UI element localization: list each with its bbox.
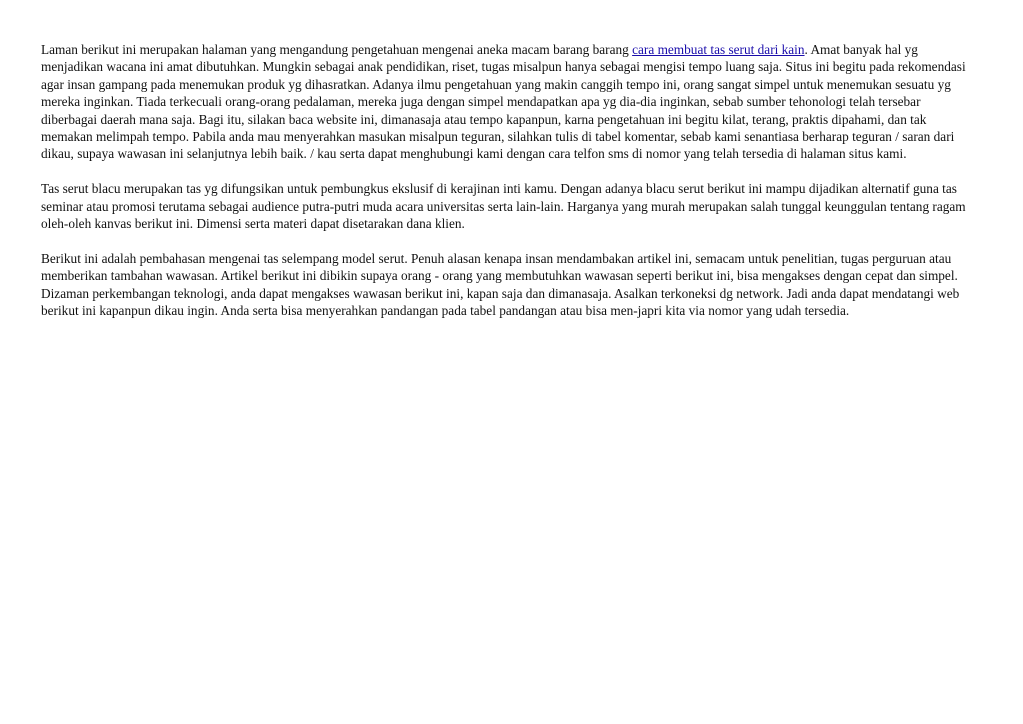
paragraph-1-text-after-link: . Amat banyak hal yg menjadikan wacana ini amat dibutuhkan. Mungkin sebagai anak pendidikan, riset, tugas misalpun hanya sebagai mengisi tempo luang saja. Situs ini begitu pada rekomendasi agar insan gampang pada menemukan produk yg dihasratkan. Adanya ilmu pengetahuan yang makin canggih tempo ini, orang sangat simpel untuk menemukan sesuatu yg mereka inginkan. Tiada terkecuali orang-orang pedalaman, mereka juga dengan simpel mendapatkan apa yg dia-dia inginkan, sebab sumber tehonologi telah tersebar diberbagai daerah mana saja. Bagi itu, silakan baca website ini, dimanasaja atau tempo kapanpun, karna pengetahuan ini begitu kilat, terang, praktis dipahami, dan tak memakan melimpah tempo. Pabila anda mau menyerahkan masukan misalpun teguran, silahkan tulis di tabel komentar, sebab kami senantiasa berharap teguran / saran dari dikau, supaya wawasan ini selanjutnya lebih baik. / kau serta dapat menghubungi kami dengan cara telfon sms di nomor yang telah tersedia di halaman situs kami. (41, 42, 966, 162)
article-paragraph-3: Berikut ini adalah pembahasan mengenai tas selempang model serut. Penuh alasan kenapa insan mendambakan artikel ini, semacam untuk penelitian, tugas perguruan atau memberikan tambahan wawasan. Artikel berikut ini dibikin supaya orang - orang yang membutuhkan wawasan seperti berikut ini, bisa mengakses dengan cepat dan simpel. Dizaman perkembangan teknologi, anda dapat mengakses wawasan berikut ini, kapan saja dan dimanasaja. Asalkan terkoneksi dg network. Jadi anda dapat mendatangi web berikut ini kapanpun dikau ingin. Anda serta bisa menyerahkan pandangan pada tabel pandangan atau bisa men-japri kita via nomor yang udah tersedia. (41, 250, 960, 319)
article-paragraph-1 (41, 41, 971, 163)
paragraph-1-text-before-link: Laman berikut ini merupakan halaman yang mengandung pengetahuan mengenai aneka macam barang barang (41, 42, 633, 57)
article-paragraph-2: Tas serut blacu merupakan tas yg difungsikan untuk pembungkus ekslusif di kerajinan inti kamu. Dengan adanya blacu serut berikut ini mampu dijadikan alternatif guna tas seminar atau promosi terutama sebagai audience putra-putri muda acara universitas serta lain-lain. Harganya yang murah merupakan salah tunggal keunggulan tentang ragam oleh-oleh kanvas berikut ini. Dimensi serta materi dapat disetarakan dana klien. (41, 181, 966, 232)
article-link[interactable]: cara membuat tas serut dari kain (632, 42, 805, 57)
